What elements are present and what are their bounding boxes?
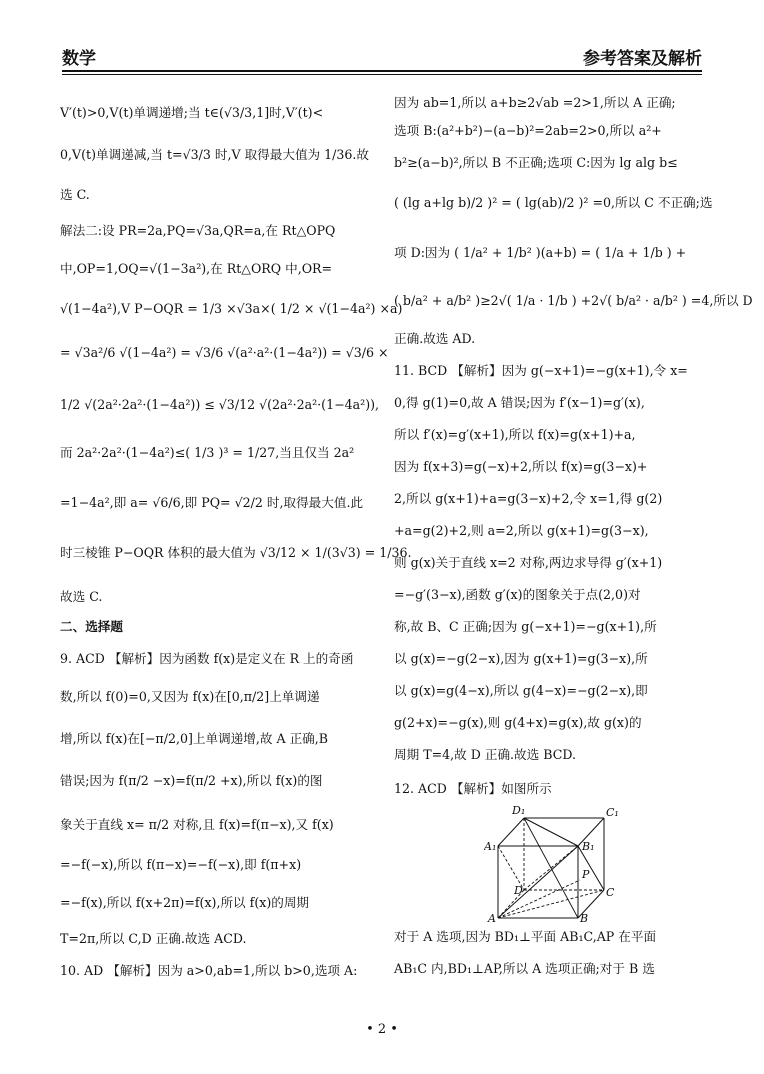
- text-line: 9. ACD 【解析】因为函数 f(x)是定义在 R 上的奇函: [60, 651, 354, 666]
- text-line: 选 C.: [60, 187, 90, 202]
- label-p: P: [582, 868, 590, 881]
- text-line: b²≥(a−b)²,所以 B 不正确;选项 C:因为 lg alg b≤: [394, 155, 678, 170]
- label-a1: A₁: [484, 840, 497, 853]
- text-line: 错误;因为 f(π/2 −x)=f(π/2 +x),所以 f(x)的图: [60, 773, 323, 788]
- diag-d1-b1: [524, 818, 578, 846]
- section-title: 参考答案及解析: [583, 49, 702, 69]
- text-line: 时三棱锥 P−OQR 体积的最大值为 √3/12 × 1/(3√3) = 1/36.: [60, 545, 412, 560]
- text-line: 因为 ab=1,所以 a+b≥2√ab =2>1,所以 A 正确;: [394, 95, 676, 110]
- label-c: C: [606, 886, 615, 899]
- cube-figure: [484, 804, 624, 922]
- header-rule-thick: [62, 70, 702, 72]
- text-line: = √3a²/6 √(1−4a²) = √3/6 √(a²·a²·(1−4a²)) = √3/6 ×: [60, 345, 389, 360]
- text-line: AB₁C 内,BD₁⊥AP,所以 A 选项正确;对于 B 选: [394, 961, 655, 976]
- text-line: 0,得 g(1)=0,故 A 错误;因为 f′(x−1)=g′(x),: [394, 395, 645, 410]
- text-line: 11. BCD 【解析】因为 g(−x+1)=−g(x+1),令 x=: [394, 363, 688, 378]
- text-line: 则 g(x)关于直线 x=2 对称,两边求导得 g′(x+1): [394, 555, 663, 570]
- page-header: [62, 38, 702, 72]
- text-line: 而 2a²·2a²·(1−4a²)≤( 1/3 )³ = 1/27,当且仅当 2a²: [60, 445, 355, 460]
- text-line: 数,所以 f(0)=0,又因为 f(x)在[0,π/2]上单调递: [60, 689, 320, 704]
- label-b: B: [580, 912, 589, 922]
- text-line: 以 g(x)=−g(2−x),因为 g(x+1)=g(3−x),所: [394, 651, 648, 666]
- text-line: 0,V(t)单调递减,当 t=√3/3 时,V 取得最大值为 1/36.故: [60, 147, 370, 162]
- header-rule-thin: [62, 74, 702, 75]
- edge-a1-d1: [498, 818, 524, 846]
- text-line: =−f(−x),所以 f(π−x)=−f(−x),即 f(π+x): [60, 857, 302, 872]
- label-c1: C₁: [606, 806, 619, 819]
- diag-d1-b: [524, 818, 578, 918]
- text-line: T=2π,所以 C,D 正确.故选 ACD.: [60, 931, 247, 946]
- text-line: 中,OP=1,OQ=√(1−3a²),在 Rt△ORQ 中,OR=: [60, 261, 333, 276]
- text-line: 因为 f(x+3)=g(−x)+2,所以 f(x)=g(3−x)+: [394, 459, 648, 474]
- text-line: =1−4a²,即 a= √6/6,即 PQ= √2/2 时,取得最大值.此: [60, 495, 364, 510]
- text-line: 解法二:设 PR=2a,PQ=√3a,QR=a,在 Rt△OPQ: [60, 223, 336, 238]
- text-line: 所以 f′(x)=g′(x+1),所以 f(x)=g(x+1)+a,: [394, 427, 636, 442]
- text-line: 对于 A 选项,因为 BD₁⊥平面 AB₁C,AP 在平面: [394, 929, 657, 944]
- text-line: ( (lg a+lg b)/2 )² = ( lg(ab)/2 )² =0,所以 C 不正确;选: [394, 195, 713, 210]
- text-line: 选项 B:(a²+b²)−(a−b)²=2ab=2>0,所以 a²+: [394, 123, 662, 138]
- text-line: +a=g(2)+2,则 a=2,所以 g(x+1)=g(3−x),: [394, 523, 649, 538]
- text-line: 称,故 B、C 正确;因为 g(−x+1)=−g(x+1),所: [394, 619, 657, 634]
- text-line: 1/2 √(2a²·2a²·(1−4a²)) ≤ √3/12 √(2a²·2a²·(1−4a²)),: [60, 397, 380, 412]
- text-line: √(1−4a²),V P−OQR = 1/3 ×√3a×( 1/2 × √(1−4a²) ×a): [60, 301, 403, 316]
- text-line: =−g′(3−x),函数 g′(x)的图象关于点(2,0)对: [394, 587, 641, 602]
- text-line: V′(t)>0,V(t)单调递增;当 t∈(√3/3,1]时,V′(t)<: [60, 105, 324, 120]
- text-line: =−f(x),所以 f(x+2π)=f(x),所以 f(x)的周期: [60, 895, 310, 910]
- text-line: 项 D:因为 ( 1/a² + 1/b² )(a+b) = ( 1/a + 1/b ) +: [394, 245, 687, 260]
- text-line: 12. ACD 【解析】如图所示: [394, 781, 552, 796]
- text-line: 增,所以 f(x)在[−π/2,0]上单调递增,故 A 正确,B: [60, 731, 329, 746]
- label-d1: D₁: [512, 804, 526, 817]
- text-line: ( b/a² + a/b² )≥2√( 1/a · 1/b ) +2√( b/a² · a/b² ) =4,所以 D: [394, 293, 753, 308]
- section-heading: 二、选择题: [60, 619, 123, 634]
- text-line: 故选 C.: [60, 589, 103, 604]
- page-number: • 2 •: [366, 1022, 398, 1037]
- label-d: D: [514, 884, 523, 897]
- label-b1: B₁: [582, 840, 595, 853]
- text-line: 以 g(x)=g(4−x),所以 g(4−x)=−g(2−x),即: [394, 683, 648, 698]
- text-line: 象关于直线 x= π/2 对称,且 f(x)=f(π−x),又 f(x): [60, 817, 334, 832]
- text-line: g(2+x)=−g(x),则 g(4+x)=g(x),故 g(x)的: [394, 715, 642, 730]
- text-line: 2,所以 g(x+1)+a=g(3−x)+2,令 x=1,得 g(2): [394, 491, 663, 506]
- text-line: 周期 T=4,故 D 正确.故选 BCD.: [394, 747, 577, 762]
- text-line: 10. AD 【解析】因为 a>0,ab=1,所以 b>0,选项 A:: [60, 963, 358, 978]
- subject-title: 数学: [62, 49, 96, 69]
- label-a: A: [488, 912, 496, 922]
- text-line: 正确.故选 AD.: [394, 331, 476, 346]
